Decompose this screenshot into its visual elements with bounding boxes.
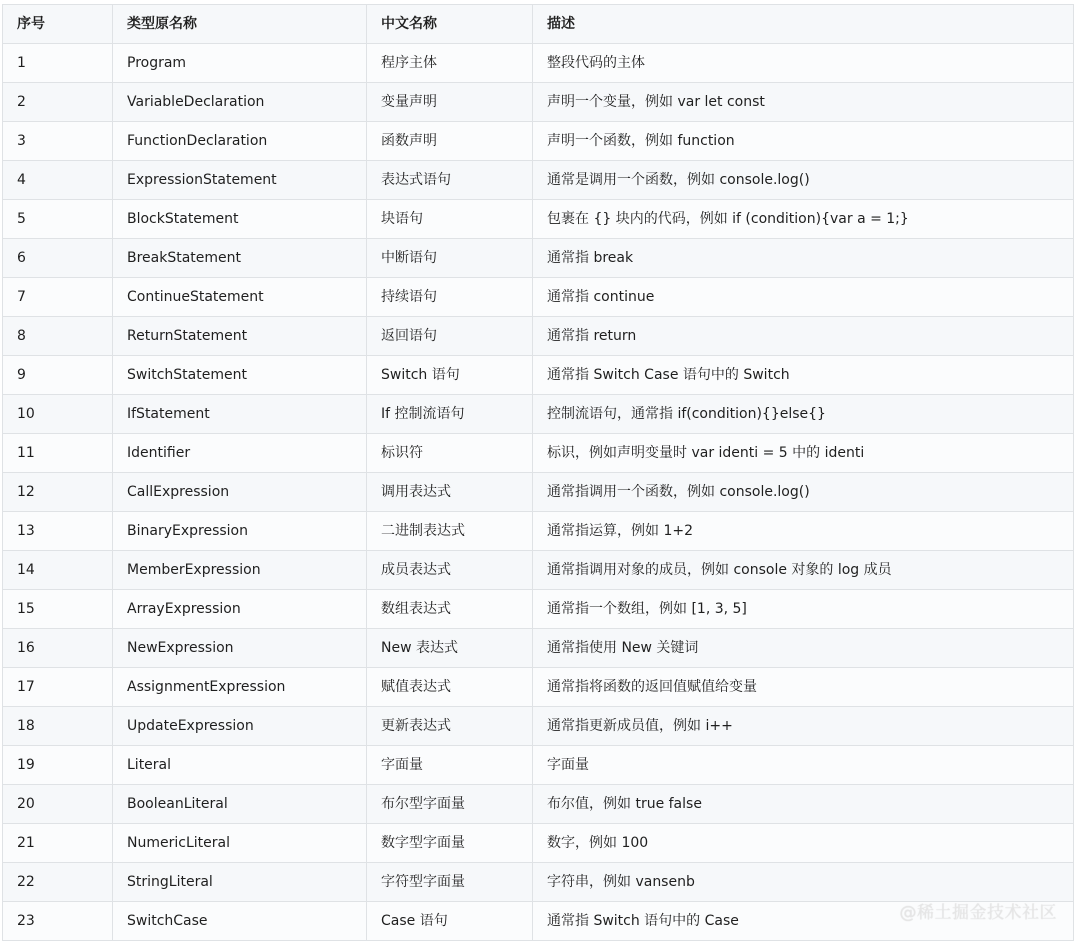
table-row: [3, 395, 1074, 434]
cell-type-name: VariableDeclaration: [113, 83, 367, 122]
cell-chinese-name: 变量声明: [367, 83, 533, 122]
cell-chinese-name: 赋值表达式: [367, 668, 533, 707]
cell-index: 14: [3, 551, 113, 590]
cell-chinese-name: 函数声明: [367, 122, 533, 161]
cell-type-name: ReturnStatement: [113, 317, 367, 356]
table-row: [3, 668, 1074, 707]
cell-chinese-name: 块语句: [367, 200, 533, 239]
cell-type-name: MemberExpression: [113, 551, 367, 590]
cell-index: 12: [3, 473, 113, 512]
table-row: [3, 278, 1074, 317]
cell-type-name: AssignmentExpression: [113, 668, 367, 707]
cell-index: 6: [3, 239, 113, 278]
cell-description: 通常指运算，例如 1+2: [533, 512, 1074, 551]
table-row: [3, 239, 1074, 278]
cell-index: 7: [3, 278, 113, 317]
table-row: [3, 122, 1074, 161]
cell-type-name: IfStatement: [113, 395, 367, 434]
cell-description: 包裹在 {} 块内的代码，例如 if (condition){var a = 1;}: [533, 200, 1074, 239]
cell-chinese-name: New 表达式: [367, 629, 533, 668]
cell-index: 5: [3, 200, 113, 239]
table-row: [3, 44, 1074, 83]
cell-index: 23: [3, 902, 113, 941]
cell-index: 11: [3, 434, 113, 473]
table-row: [3, 785, 1074, 824]
cell-type-name: SwitchCase: [113, 902, 367, 941]
cell-index: 20: [3, 785, 113, 824]
cell-description: 数字，例如 100: [533, 824, 1074, 863]
cell-index: 3: [3, 122, 113, 161]
cell-description: 字符串，例如 vansenb: [533, 863, 1074, 902]
cell-chinese-name: If 控制流语句: [367, 395, 533, 434]
table-row: [3, 512, 1074, 551]
cell-type-name: ExpressionStatement: [113, 161, 367, 200]
cell-chinese-name: 持续语句: [367, 278, 533, 317]
cell-index: 15: [3, 590, 113, 629]
header-index: 序号: [3, 5, 113, 44]
table-row: [3, 473, 1074, 512]
table-row: [3, 629, 1074, 668]
cell-chinese-name: 返回语句: [367, 317, 533, 356]
cell-index: 9: [3, 356, 113, 395]
table-row: [3, 200, 1074, 239]
cell-type-name: Literal: [113, 746, 367, 785]
cell-chinese-name: 更新表达式: [367, 707, 533, 746]
cell-chinese-name: 调用表达式: [367, 473, 533, 512]
cell-index: 19: [3, 746, 113, 785]
header-type-name: 类型原名称: [113, 5, 367, 44]
cell-type-name: FunctionDeclaration: [113, 122, 367, 161]
cell-description: 通常指 break: [533, 239, 1074, 278]
cell-chinese-name: 布尔型字面量: [367, 785, 533, 824]
cell-description: 声明一个变量，例如 var let const: [533, 83, 1074, 122]
cell-index: 2: [3, 83, 113, 122]
table-row: [3, 161, 1074, 200]
cell-description: 标识，例如声明变量时 var identi = 5 中的 identi: [533, 434, 1074, 473]
ast-node-types-table: [2, 4, 1074, 941]
table-row: [3, 902, 1074, 941]
cell-chinese-name: 表达式语句: [367, 161, 533, 200]
cell-description: 通常指使用 New 关键词: [533, 629, 1074, 668]
cell-type-name: Identifier: [113, 434, 367, 473]
cell-description: 控制流语句，通常指 if(condition){}else{}: [533, 395, 1074, 434]
cell-description: 通常指调用对象的成员，例如 console 对象的 log 成员: [533, 551, 1074, 590]
cell-type-name: ContinueStatement: [113, 278, 367, 317]
cell-description: 通常指 return: [533, 317, 1074, 356]
cell-description: 通常指 Switch Case 语句中的 Switch: [533, 356, 1074, 395]
cell-chinese-name: 标识符: [367, 434, 533, 473]
cell-type-name: BreakStatement: [113, 239, 367, 278]
cell-chinese-name: Case 语句: [367, 902, 533, 941]
cell-description: 通常指更新成员值，例如 i++: [533, 707, 1074, 746]
cell-type-name: NewExpression: [113, 629, 367, 668]
cell-type-name: CallExpression: [113, 473, 367, 512]
cell-chinese-name: 字符型字面量: [367, 863, 533, 902]
ast-node-types-table-container: [2, 4, 1073, 941]
cell-chinese-name: 程序主体: [367, 44, 533, 83]
cell-index: 21: [3, 824, 113, 863]
cell-index: 17: [3, 668, 113, 707]
table-row: [3, 83, 1074, 122]
cell-type-name: StringLiteral: [113, 863, 367, 902]
table-row: [3, 707, 1074, 746]
cell-type-name: BinaryExpression: [113, 512, 367, 551]
table-row: [3, 824, 1074, 863]
cell-index: 13: [3, 512, 113, 551]
cell-description: 通常指将函数的返回值赋值给变量: [533, 668, 1074, 707]
cell-description: 声明一个函数，例如 function: [533, 122, 1074, 161]
table-body: [3, 44, 1074, 941]
cell-type-name: UpdateExpression: [113, 707, 367, 746]
cell-index: 18: [3, 707, 113, 746]
table-row: [3, 863, 1074, 902]
header-description: 描述: [533, 5, 1074, 44]
cell-index: 8: [3, 317, 113, 356]
cell-index: 22: [3, 863, 113, 902]
cell-chinese-name: 二进制表达式: [367, 512, 533, 551]
cell-index: 1: [3, 44, 113, 83]
cell-type-name: BlockStatement: [113, 200, 367, 239]
cell-type-name: SwitchStatement: [113, 356, 367, 395]
cell-description: 整段代码的主体: [533, 44, 1074, 83]
cell-index: 16: [3, 629, 113, 668]
table-row: [3, 746, 1074, 785]
table-row: [3, 590, 1074, 629]
table-row: [3, 434, 1074, 473]
table-row: [3, 356, 1074, 395]
table-row: [3, 317, 1074, 356]
cell-description: 通常指 continue: [533, 278, 1074, 317]
cell-description: 布尔值，例如 true false: [533, 785, 1074, 824]
cell-chinese-name: 字面量: [367, 746, 533, 785]
header-row: [3, 5, 1074, 44]
cell-chinese-name: 中断语句: [367, 239, 533, 278]
cell-type-name: NumericLiteral: [113, 824, 367, 863]
cell-type-name: Program: [113, 44, 367, 83]
cell-chinese-name: 数组表达式: [367, 590, 533, 629]
cell-chinese-name: 成员表达式: [367, 551, 533, 590]
watermark: @稀土掘金技术社区: [899, 903, 1057, 923]
cell-chinese-name: Switch 语句: [367, 356, 533, 395]
cell-type-name: BooleanLiteral: [113, 785, 367, 824]
table-header: [3, 5, 1074, 44]
cell-type-name: ArrayExpression: [113, 590, 367, 629]
table-row: [3, 551, 1074, 590]
cell-index: 4: [3, 161, 113, 200]
cell-description: 通常指调用一个函数，例如 console.log(): [533, 473, 1074, 512]
cell-chinese-name: 数字型字面量: [367, 824, 533, 863]
header-chinese-name: 中文名称: [367, 5, 533, 44]
cell-description: 字面量: [533, 746, 1074, 785]
cell-description: 通常指一个数组，例如 [1, 3, 5]: [533, 590, 1074, 629]
cell-description: 通常指 Switch 语句中的 Case: [533, 902, 1074, 941]
cell-description: 通常是调用一个函数，例如 console.log(): [533, 161, 1074, 200]
cell-index: 10: [3, 395, 113, 434]
